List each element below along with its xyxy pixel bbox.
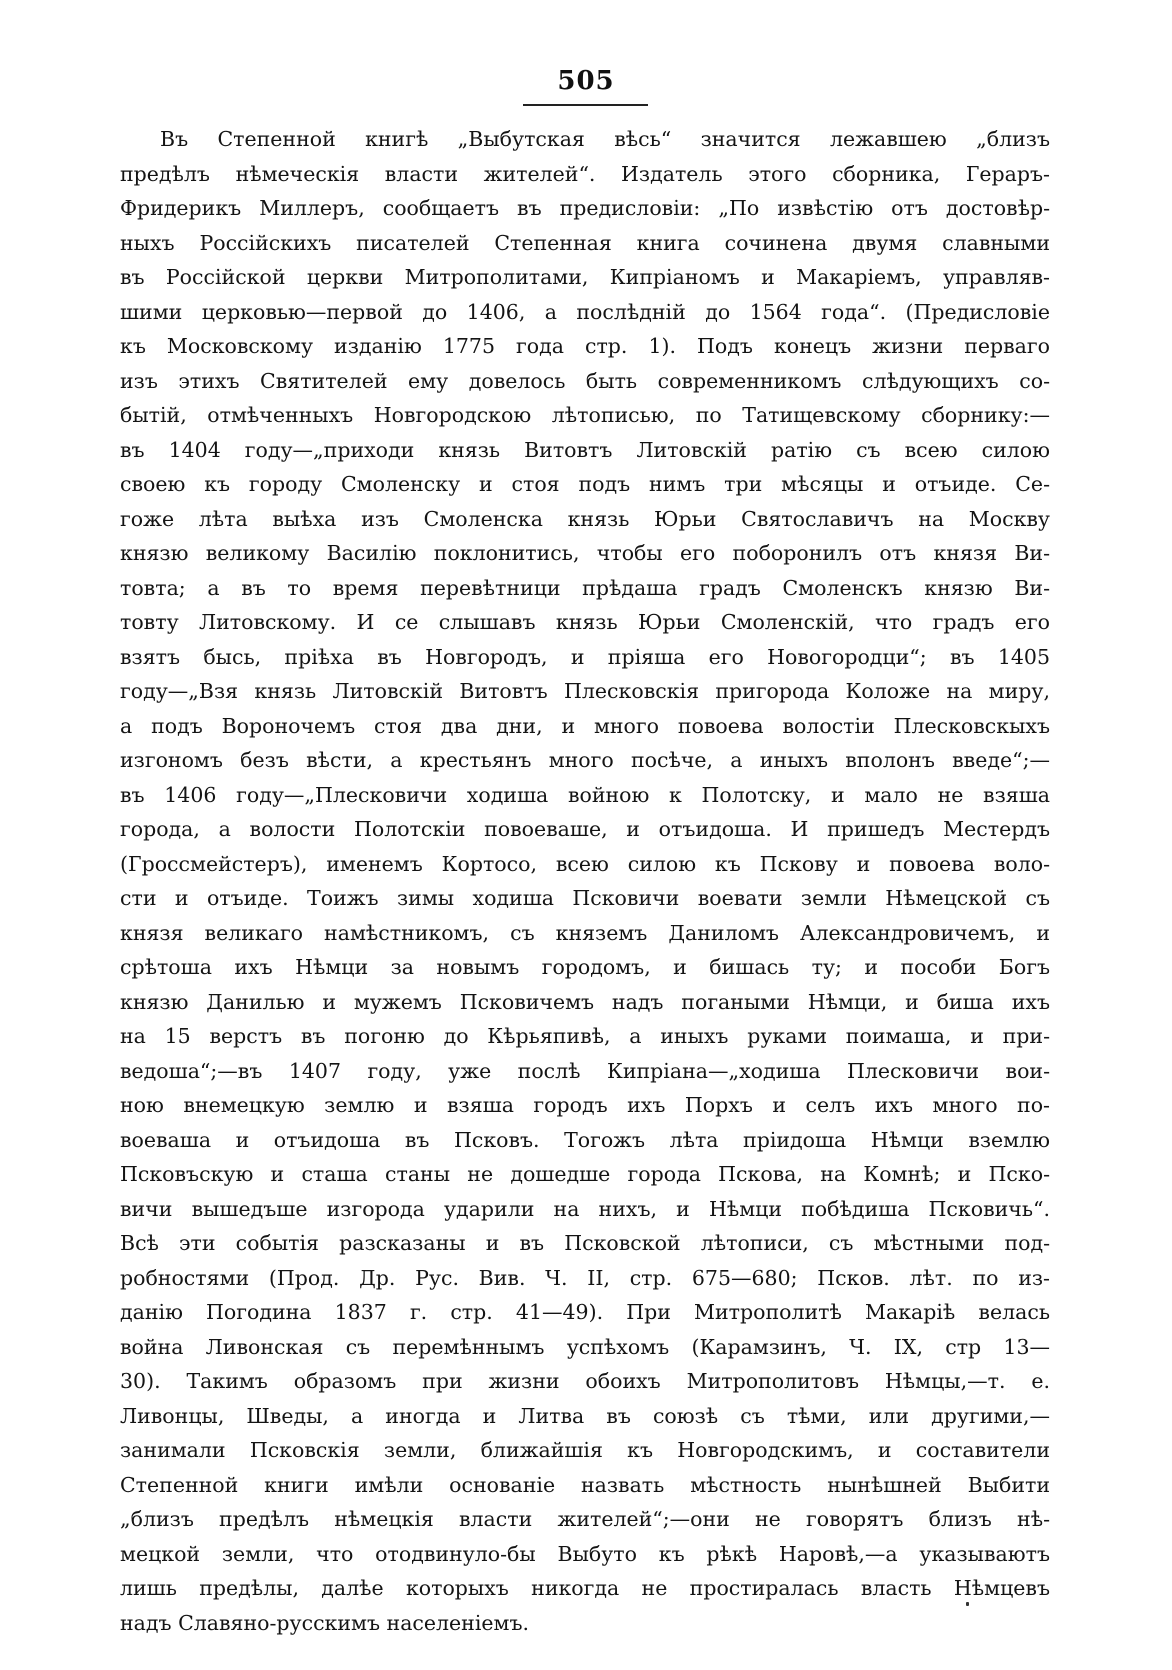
text-line: князю Данилью и мужемъ Псковичемъ надъ погаными Нѣмци, и биша ихъ [120, 989, 1050, 1014]
text-line: въ 1406 году—„Плесковичи ходиша войною к Полотску, и мало не взяша [120, 782, 1050, 807]
header-rule [523, 104, 648, 106]
text-line: изъ этихъ Святителей ему довелось быть современникомъ слѣдующихъ со- [120, 368, 1050, 393]
text-line: ныхъ Россійскихъ писателей Степенная книга сочинена двумя славными [120, 230, 1050, 255]
text-line: Ливонцы, Шведы, а иногда и Литва въ союзѣ съ тѣми, или другими,— [120, 1403, 1050, 1428]
text-line: къ Московскому изданію 1775 года стр. 1). Подъ конецъ жизни перваго [120, 334, 1050, 358]
text-line: а подъ Вороночемъ стоя два дни, и много повоева волостіи Плесковскыхъ [120, 713, 1050, 738]
text-line: ною внемецкую землю и взяша городъ ихъ Порхъ и селъ ихъ много по- [120, 1093, 1050, 1117]
text-line: Степенной книги имѣли основаніе назвать мѣстность нынѣшней Выбити [120, 1472, 1050, 1497]
text-line: году—„Взя князь Литовскій Витовтъ Плесковскія пригорода Коложе на миру, [120, 679, 1050, 703]
text-line: лишь предѣлы, далѣе которыхъ никогда не простиралась власть Нѣмцевъ [120, 1576, 1050, 1600]
text-line: (Гроссмейстеръ), именемъ Кортосо, всею силою къ Пскову и повоева воло- [120, 851, 1050, 876]
text-line: товту Литовскому. И се слышавъ князь Юрьи Смоленскій, что градъ его [120, 610, 1050, 634]
text-line: гоже лѣта выѣха изъ Смоленска князь Юрьи Святославичъ на Москву [120, 506, 1050, 531]
text-line: срѣтоша ихъ Нѣмци за новымъ городомъ, и бишась ту; и пособи Богъ [120, 955, 1050, 979]
text-line: на 15 верстъ въ погоню до Кѣрьяпивѣ, а иныхъ руками поимаша, и при- [120, 1024, 1050, 1048]
text-line: воеваша и отъидоша въ Псковъ. Тогожъ лѣта пріидоша Нѣмци вземлю [120, 1127, 1050, 1152]
text-line: въ Россійской церкви Митрополитами, Кипріаномъ и Макаріемъ, управляв- [120, 265, 1050, 289]
text-line: князю великому Василію поклонитись, чтобы его поборонилъ отъ князя Ви- [120, 541, 1050, 565]
text-line: надъ Славяно-русскимъ населеніемъ. [120, 1610, 530, 1635]
text-line: робностями (Прод. Др. Рус. Вив. Ч. II, стр. 675—680; Псков. лѣт. по из- [120, 1265, 1050, 1290]
body-text [120, 122, 1050, 1640]
text-line: въ 1404 году—„приходи князь Витовтъ Литовскій ратію съ всею силою [120, 437, 1050, 462]
text-line: товта; а въ то время перевѣтници прѣдаша градъ Смоленскъ князю Ви- [120, 575, 1050, 600]
text-line: города, а волости Полотскіи повоеваше, и отъидоша. И пришедъ Местердъ [120, 817, 1050, 841]
text-line: предѣлъ нѣмеческія власти жителей“. Издатель этого сборника, Гераръ- [120, 161, 1050, 186]
page-number: 505 [557, 66, 615, 96]
text-line: данію Погодина 1837 г. стр. 41—49). При Митрополитѣ Макаріѣ велась [120, 1300, 1050, 1324]
text-line: бытій, отмѣченныхъ Новгородскою лѣтописью, по Татищевскому сборнику:— [120, 403, 1050, 427]
text-line: ведоша“;—въ 1407 году, уже послѣ Кипріана—„ходиша Плесковичи вои- [120, 1058, 1050, 1083]
text-line: шими церковью—первой до 1406, а послѣдній до 1564 года“. (Предисловіе [120, 299, 1050, 324]
text-line: война Ливонская съ перемѣннымъ успѣхомъ (Карамзинъ, Ч. IX, стр 13— [120, 1334, 1050, 1359]
text-line: сти и отъиде. Тоижъ зимы ходиша Псковичи воевати земли Нѣмецской съ [120, 886, 1050, 910]
text-line: Въ Степенной книгѣ „Выбутская вѣсь“ значится лежавшею „близъ [160, 127, 1050, 151]
text-line: Всѣ эти событія разсказаны и въ Псковской лѣтописи, съ мѣстными под- [120, 1231, 1050, 1255]
text-line: мецкой земли, что отодвинуло-бы Выбуто къ рѣкѣ Наровѣ,—а указываютъ [120, 1541, 1050, 1566]
text-line: изгономъ безъ вѣсти, а крестьянъ много посѣче, а иныхъ вполонъ введе“;— [120, 748, 1050, 772]
text-line: своею къ городу Смоленску и стоя подъ нимъ три мѣсяцы и отъиде. Се- [120, 472, 1050, 496]
text-line: „близъ предѣлъ нѣмецкія власти жителей“;—они не говорятъ близъ нѣ- [120, 1507, 1050, 1531]
text-line: Фридерикъ Миллеръ, сообщаетъ въ предисловіи: „По извѣстію отъ достовѣр- [120, 196, 1050, 220]
text-line: взятъ бысь, пріѣха въ Новгородъ, и пріяша его Новогородци“; въ 1405 [120, 644, 1050, 669]
text-line: занимали Псковскія земли, ближайшія къ Новгородскимъ, и составители [120, 1438, 1050, 1462]
text-line: вичи вышедъше изгорода ударили на нихъ, и Нѣмци побѣдиша Псковичь“. [120, 1196, 1050, 1221]
text-line: Псковъскую и сташа станы не дошедше города Пскова, на Комнѣ; и Пско- [120, 1162, 1050, 1186]
text-line: князя великаго намѣстникомъ, съ княземъ Даниломъ Александровичемъ, и [120, 920, 1050, 945]
text-line: 30). Такимъ образомъ при жизни обоихъ Митрополитовъ Нѣмцы,—т. е. [120, 1369, 1050, 1393]
ink-speck [966, 1602, 969, 1606]
